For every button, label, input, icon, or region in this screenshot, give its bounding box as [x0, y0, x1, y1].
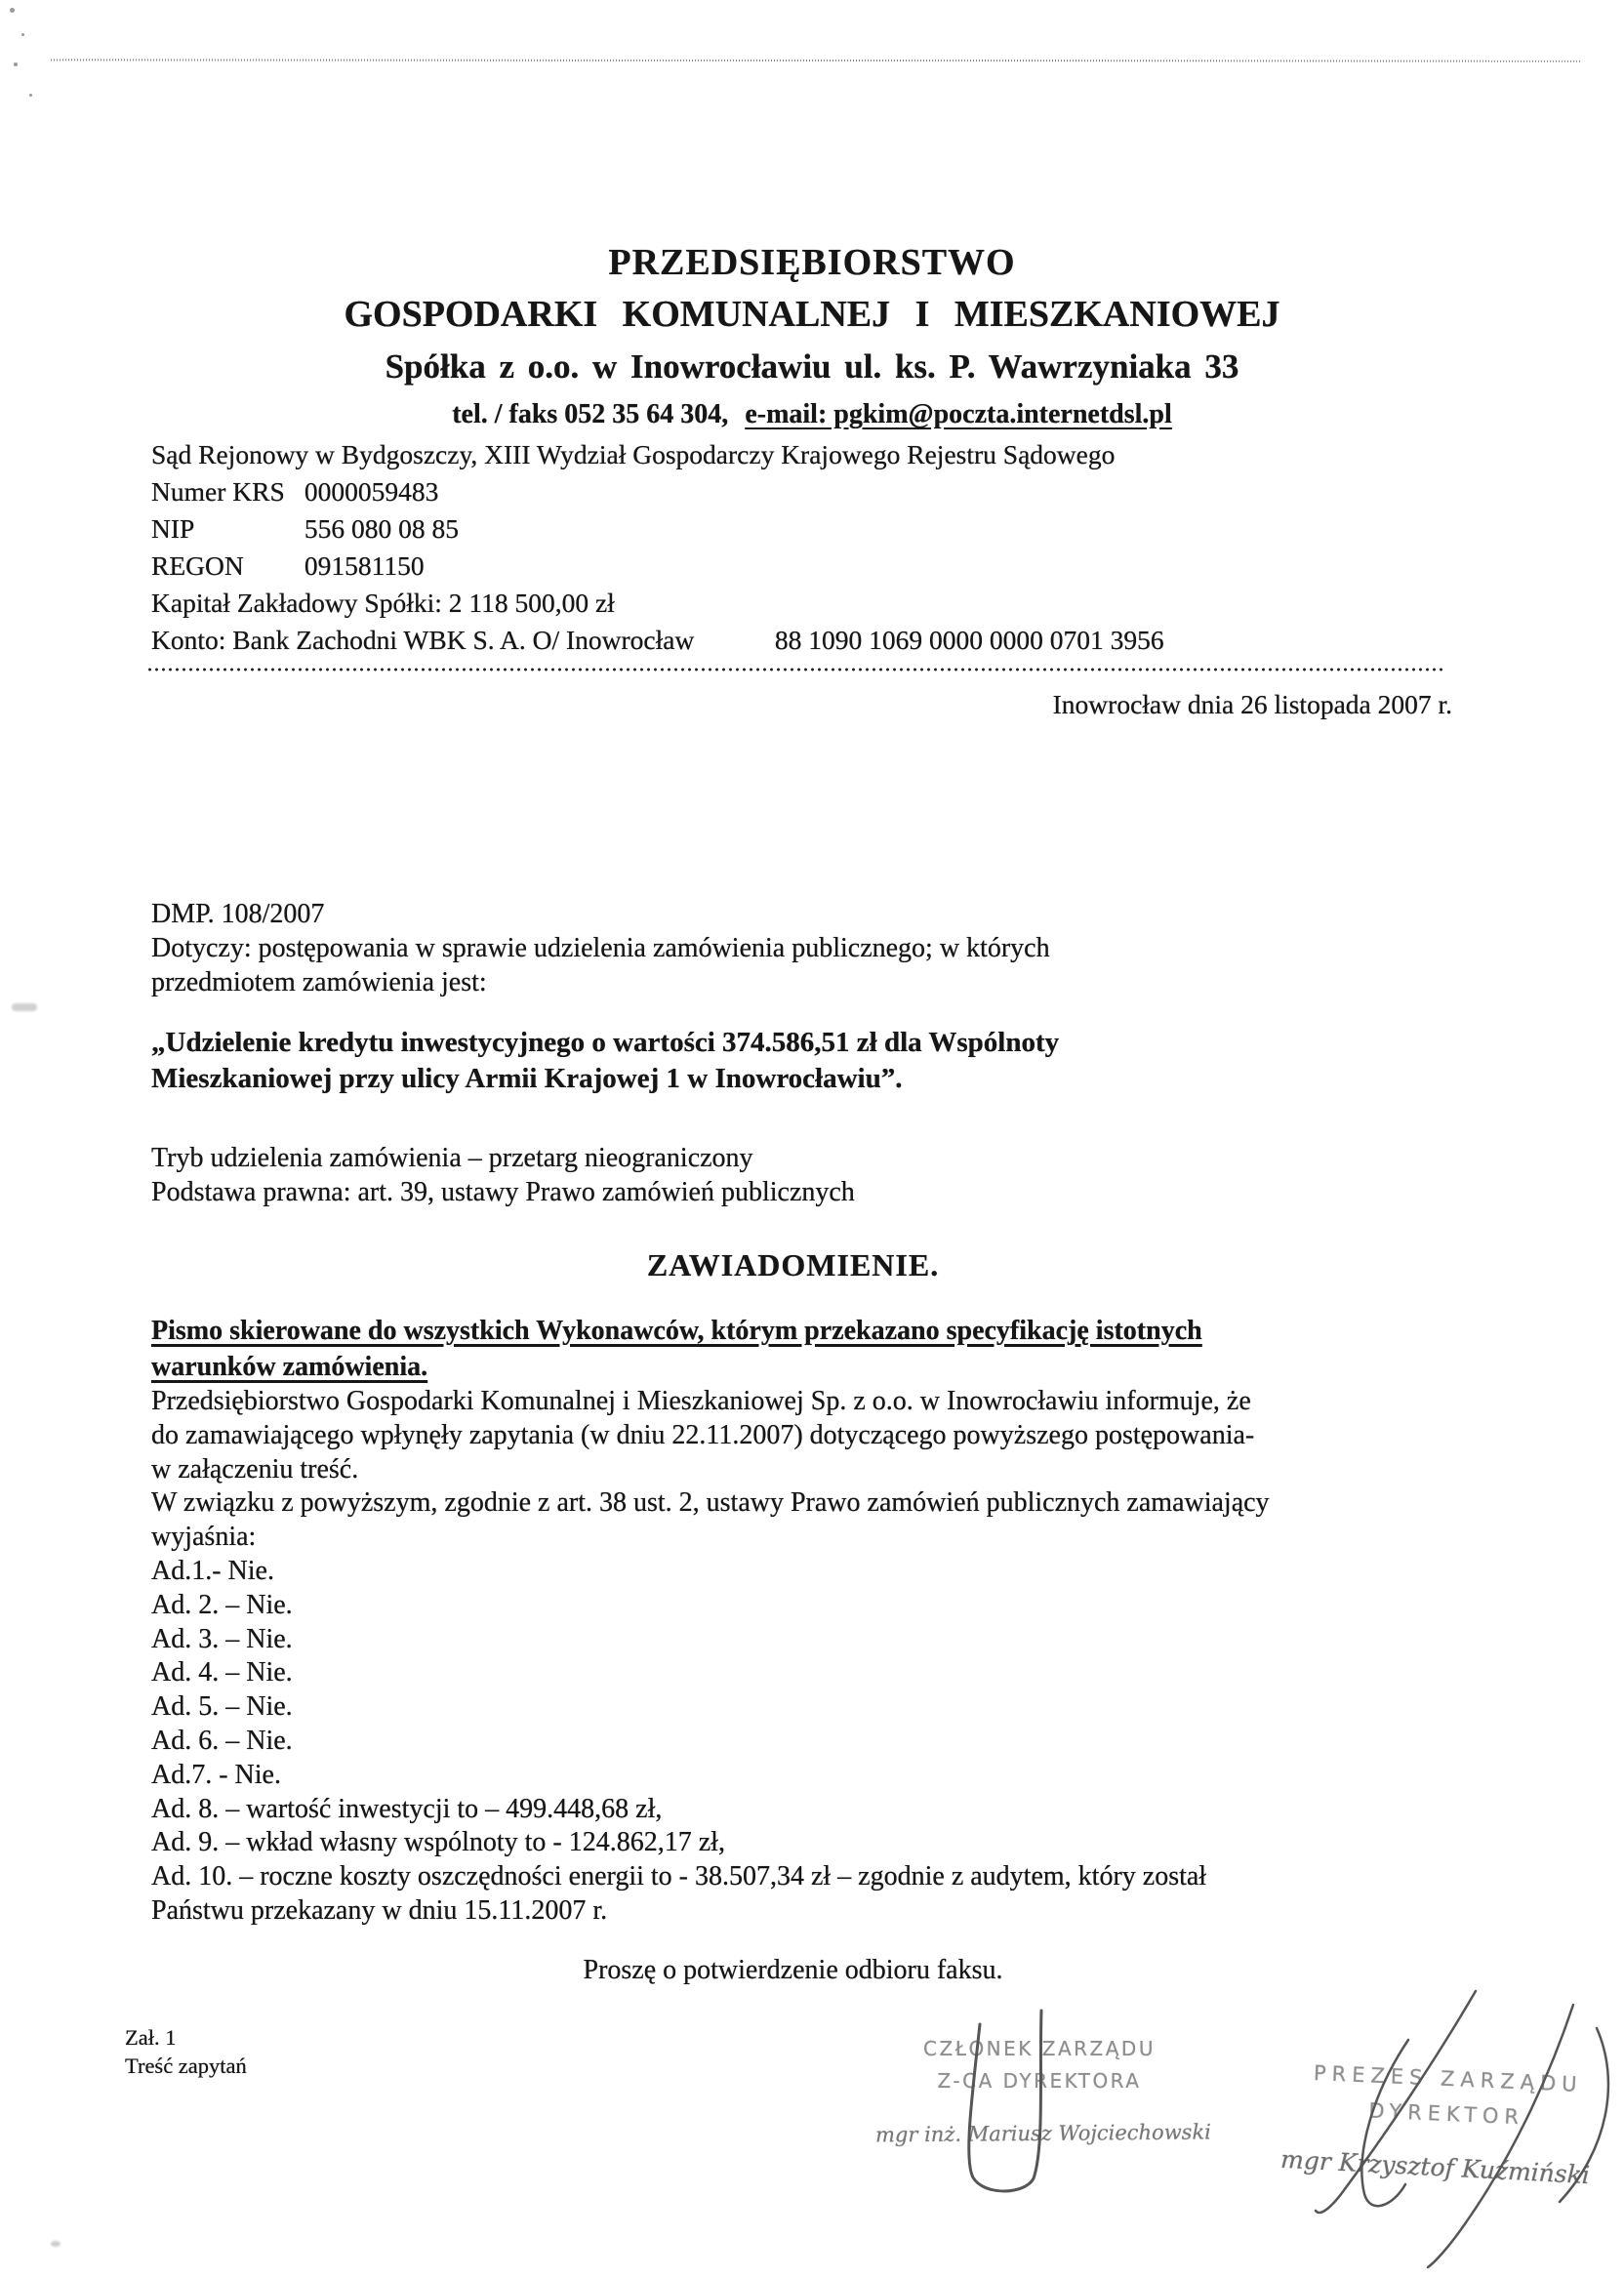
nip-label: NIP — [151, 513, 195, 544]
regon-value: 091581150 — [304, 550, 425, 581]
info-line: W związku z powyższym, zgodnie z art. 38 ust. 2, ustawy Prawo zamówień publicznych zamawiający — [151, 1487, 1270, 1519]
regarding-line2: przedmiotem zamówienia jest: — [151, 966, 487, 997]
krs-label: Numer KRS — [151, 476, 285, 507]
share-capital-line: Kapitał Zakładowy Spółki: 2 118 500,00 zł — [151, 588, 615, 618]
stamp-title-line2: Z-CA DYREKTORA — [937, 2069, 1142, 2093]
subject-of-contract — [151, 1025, 1435, 1097]
bank-account-number: 88 1090 1069 0000 0000 0701 3956 — [774, 625, 1164, 655]
dotted-separator — [146, 667, 1446, 672]
regarding-line1: Dotyczy: postępowania w sprawie udzielenia zamówienia publicznego; w których — [151, 932, 1050, 963]
answer-line: Ad. 9. – wkład własny wspólnoty to - 124.862,17 zł, — [151, 1827, 725, 1858]
procedure-mode-line: Tryb udzielenia zamówienia – przetarg nieograniczony — [151, 1143, 753, 1174]
info-line: w załączeniu treść. — [151, 1453, 359, 1485]
attachment-label: Zał. 1 — [125, 2025, 177, 2050]
scan-smudge — [12, 1003, 37, 1011]
notice-title: ZAWIADOMIENIE. — [646, 1246, 940, 1282]
company-registry-info — [151, 436, 1164, 659]
stamp-title-line2: DYREKTOR — [1367, 2098, 1525, 2130]
addressee-heading — [151, 1313, 1435, 1385]
answer-line: Ad. 8. – wartość inwestycji to – 499.448,68 zł, — [151, 1793, 663, 1824]
stamp-board-member — [893, 2033, 1186, 2097]
legal-basis-line: Podstawa prawna: art. 39, ustawy Prawo zamówień publicznych — [151, 1177, 855, 1208]
scan-speck — [29, 94, 32, 97]
contact-line — [0, 392, 1624, 437]
information-paragraph — [151, 1385, 1435, 1555]
info-line: wyjaśnia: — [151, 1522, 257, 1553]
answer-line: Ad. 6. – Nie. — [151, 1725, 293, 1756]
answers-list — [151, 1555, 1435, 1929]
answer-line: Ad. 5. – Nie. — [151, 1691, 293, 1723]
attachment-description: Treść zapytań — [125, 2054, 247, 2078]
scan-speck — [10, 8, 15, 13]
answer-line: Ad.7. - Nie. — [151, 1759, 281, 1790]
company-name-line1: PRZEDSIĘBIORSTWO — [608, 242, 1016, 283]
subject-line2: Mieszkaniowej przy ulicy Armii Krajowej 1 w Inowrocławiu”. — [151, 1063, 903, 1095]
email-address: e-mail: pgkim@poczta.internetdsl.pl — [745, 399, 1172, 429]
company-name-line2: GOSPODARKI KOMUNALNEJ I MIESZKANIOWEJ — [344, 294, 1280, 335]
addressee-line1: Pismo skierowane do wszystkich Wykonawców, którym przekazano specyfikację istotnych — [151, 1315, 1202, 1346]
stamp-president-director — [1285, 2054, 1610, 2138]
signatory-name-right: mgr Krzysztof Kuźmiński — [1279, 2144, 1591, 2190]
procedure-info — [151, 1142, 1435, 1210]
answer-line: Ad. 3. – Nie. — [151, 1623, 293, 1654]
regon-label: REGON — [151, 550, 244, 581]
attachment-note — [125, 2023, 247, 2080]
krs-row — [151, 473, 1164, 510]
company-address: Spółka z o.o. w Inowrocławiu ul. ks. P. Wawrzyniaka 33 — [385, 347, 1239, 386]
registry-court-line: Sąd Rejonowy w Bydgoszczy, XIII Wydział Gospodarczy Krajowego Rejestru Sądowego — [151, 439, 1116, 469]
scan-speck — [14, 62, 18, 66]
scan-speck — [21, 33, 24, 36]
answer-line: Ad. 10. – roczne koszty oszczędności energii to - 38.507,34 zł – zgodnie z audytem, który został — [151, 1861, 1207, 1892]
closing-request: Proszę o potwierdzenie odbioru faksu. — [583, 1954, 1003, 1985]
regon-row — [151, 548, 1164, 585]
answer-line: Ad. 4. – Nie. — [151, 1657, 293, 1688]
letterhead — [0, 238, 1624, 437]
answer-line: Ad.1.- Nie. — [151, 1555, 274, 1586]
answer-line: Ad. 2. – Nie. — [151, 1589, 293, 1620]
fax-scan-line-artifact — [51, 59, 1581, 61]
nip-value: 556 080 08 85 — [304, 513, 459, 544]
signatory-name-left: mgr inż. Mariusz Wojciechowski — [874, 2120, 1211, 2147]
letter-body — [151, 898, 1435, 1988]
stamp-title-line1: PREZES ZARZĄDU — [1313, 2061, 1584, 2097]
nip-row — [151, 510, 1164, 548]
scan-smudge — [51, 2241, 61, 2247]
addressee-line2: warunków zamówienia. — [151, 1351, 428, 1382]
info-line: Przedsiębiorstwo Gospodarki Komunalnej i Mieszkaniowej Sp. z o.o. w Inowrocławiu informuje, że — [151, 1385, 1251, 1416]
subject-line1: „Udzielenie kredytu inwestycyjnego o wartości 374.586,51 zł dla Wspólnoty — [151, 1027, 1060, 1059]
date-line: Inowrocław dnia 26 listopada 2007 r. — [1052, 689, 1452, 719]
stamp-title-line1: CZŁONEK ZARZĄDU — [923, 2037, 1156, 2060]
reference-number: DMP. 108/2007 — [151, 899, 325, 929]
krs-value: 0000059483 — [304, 476, 439, 507]
bank-account-label: Konto: Bank Zachodni WBK S. A. O/ Inowrocław — [151, 625, 695, 655]
bank-account-row — [151, 622, 1164, 659]
answer-line: Państwu przekazany w dniu 15.11.2007 r. — [151, 1894, 608, 1926]
phone-fax-number: tel. / faks 052 35 64 304, — [452, 399, 729, 429]
info-line: do zamawiającego wpłynęły zapytania (w dniu 22.11.2007) dotyczącego powyższego postępowania- — [151, 1419, 1255, 1450]
